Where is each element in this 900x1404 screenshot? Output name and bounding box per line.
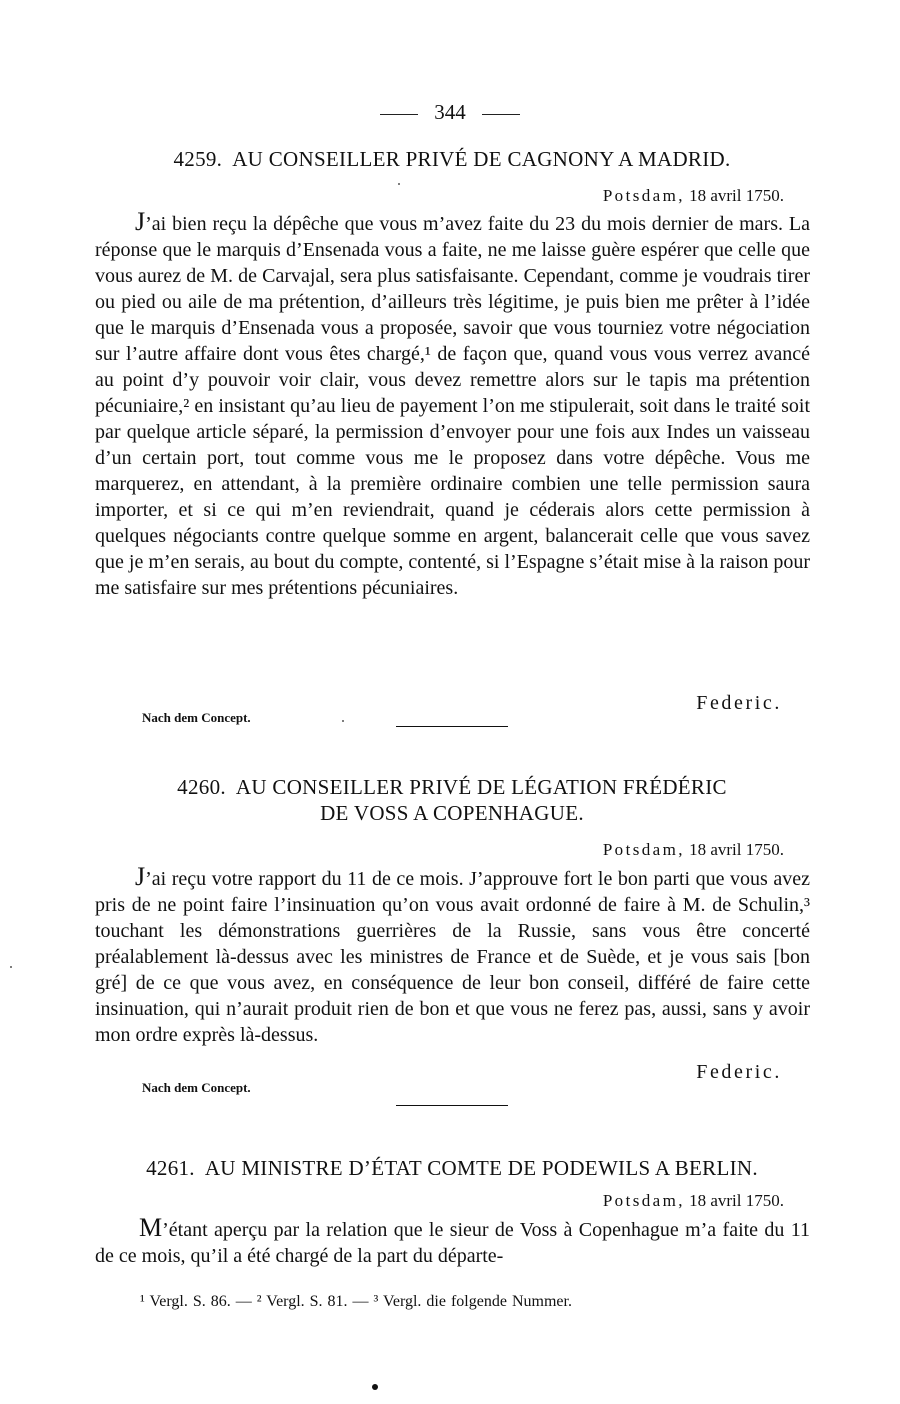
letter-4261-dateline — [603, 1191, 784, 1211]
letter-4260-signature: Federic. — [696, 1061, 782, 1083]
letter-4260-body — [95, 864, 810, 1048]
scan-speck — [398, 183, 400, 185]
letter-heading-text: AU MINISTRE D’ÉTAT COMTE DE PODEWILS A BERLIN. — [204, 1156, 758, 1180]
letter-4259-source: Nach dem Concept. — [142, 710, 251, 725]
letter-heading-line-1 — [96, 774, 808, 800]
letter-number: 4260. — [177, 775, 226, 799]
footnotes: ¹ Vergl. S. 86. — ² Vergl. S. 81. — ³ Vergl. die folgende Nummer. — [140, 1293, 572, 1310]
letter-4259-heading — [96, 146, 808, 172]
scan-speck — [10, 966, 12, 968]
letter-number: 4259. — [173, 147, 223, 171]
letter-4259-signature: Federic. — [696, 692, 782, 714]
section-divider — [396, 726, 508, 727]
letter-4259-dateline — [603, 186, 784, 206]
page-number-dash-right — [482, 114, 520, 115]
letter-4259-body — [95, 209, 810, 601]
date-text: 18 avril 1750. — [689, 186, 784, 205]
date-text: 18 avril 1750. — [689, 840, 784, 859]
page-number-line — [0, 100, 900, 125]
dropcap: M — [139, 1213, 163, 1242]
date-text: 18 avril 1750. — [689, 1191, 784, 1210]
letter-4261-body — [95, 1215, 810, 1269]
letter-4261-heading — [96, 1155, 808, 1181]
page-number-dash-left — [380, 114, 418, 115]
bullet-mark — [372, 1384, 378, 1390]
page-number: 344 — [434, 100, 466, 124]
letter-4260-source: Nach dem Concept. — [142, 1080, 251, 1095]
date-place: Potsdam, — [602, 186, 685, 205]
letter-heading-text: AU CONSEILLER PRIVÉ DE CAGNONY A MADRID. — [232, 147, 731, 171]
dropcap: J — [135, 207, 146, 236]
letter-4260-heading — [96, 774, 808, 826]
letter-4260-dateline — [603, 840, 784, 860]
body-text: ’ai reçu votre rapport du 11 de ce mois. J’approuve fort le bon parti que vous avez pris de ne point faire l’insinuation qu’on vous avait ordonné de faire à M. de Schulin,³ touchant les démonstrations guerrières de la Russie, sans vous être concerté préalablement là-dessus avec les ministres de France et de Suède, et je vous sais [bon gré] de ce que vous avez, en conséquence de leur bon conseil, différé de faire cette insinuation, qui n’aurait produit rien de bon et que vous ne ferez pas, aussi, sans y avoir mon ordre exprès là-dessus. — [95, 868, 810, 1046]
scan-speck — [342, 720, 344, 722]
date-place: Potsdam, — [602, 840, 685, 859]
body-text: ’ai bien reçu la dépêche que vous m’avez faite du 23 du mois dernier de mars. La réponse que le marquis d’Ensenada vous a faite, ne me laisse guère espérer que celle que vous aurez de M. de Carvajal, sera plus satisfaisante. Cependant, comme je voudrais tirer ou pied ou aile de ma prétention, d’ailleurs très légitime, je puis bien me prêter à l’idée que le marquis d’Ensenada vous a proposée, savoir que vous tourniez votre négociation sur l’autre affaire dont vous êtes chargé,¹ de façon que, quand vous vous verrez avancé au point d’y pouvoir voir clair, vous devez remettre alors sur le tapis ma prétention pécuniaire,² en insistant qu’au lieu de payement l’on me stipulerait, soit dans le traité soit par quelque article séparé, la permission d’envoyer pour une fois aux Indes un vaisseau d’un certain port, tout comme vous me le proposez dans votre dépêche. Vous me marquerez, en attendant, à la première ordinaire combien une telle permission saura importer, et si ce qui m’en reviendrait, quand je céderais alors cette permission à quelques négociants contre quelque somme en argent, balancerait celle que vous savez que je m’en serais, au bout du compte, contenté, si l’Espagne s’était mise à la raison pour me satisfaire sur mes prétentions pécuniaires. — [95, 213, 810, 599]
letter-heading-line-2: DE VOSS A COPENHAGUE. — [320, 801, 584, 825]
body-text: ’étant aperçu par la relation que le sieur de Voss à Copenhague m’a faite du 11 de ce mois, qu’il a été chargé de la part du départe- — [95, 1219, 810, 1267]
section-divider — [396, 1105, 508, 1106]
dropcap: J — [135, 862, 146, 891]
letter-number: 4261. — [146, 1156, 195, 1180]
date-place: Potsdam, — [602, 1191, 685, 1210]
letter-heading-text: AU CONSEILLER PRIVÉ DE LÉGATION FRÉDÉRIC — [235, 775, 727, 799]
